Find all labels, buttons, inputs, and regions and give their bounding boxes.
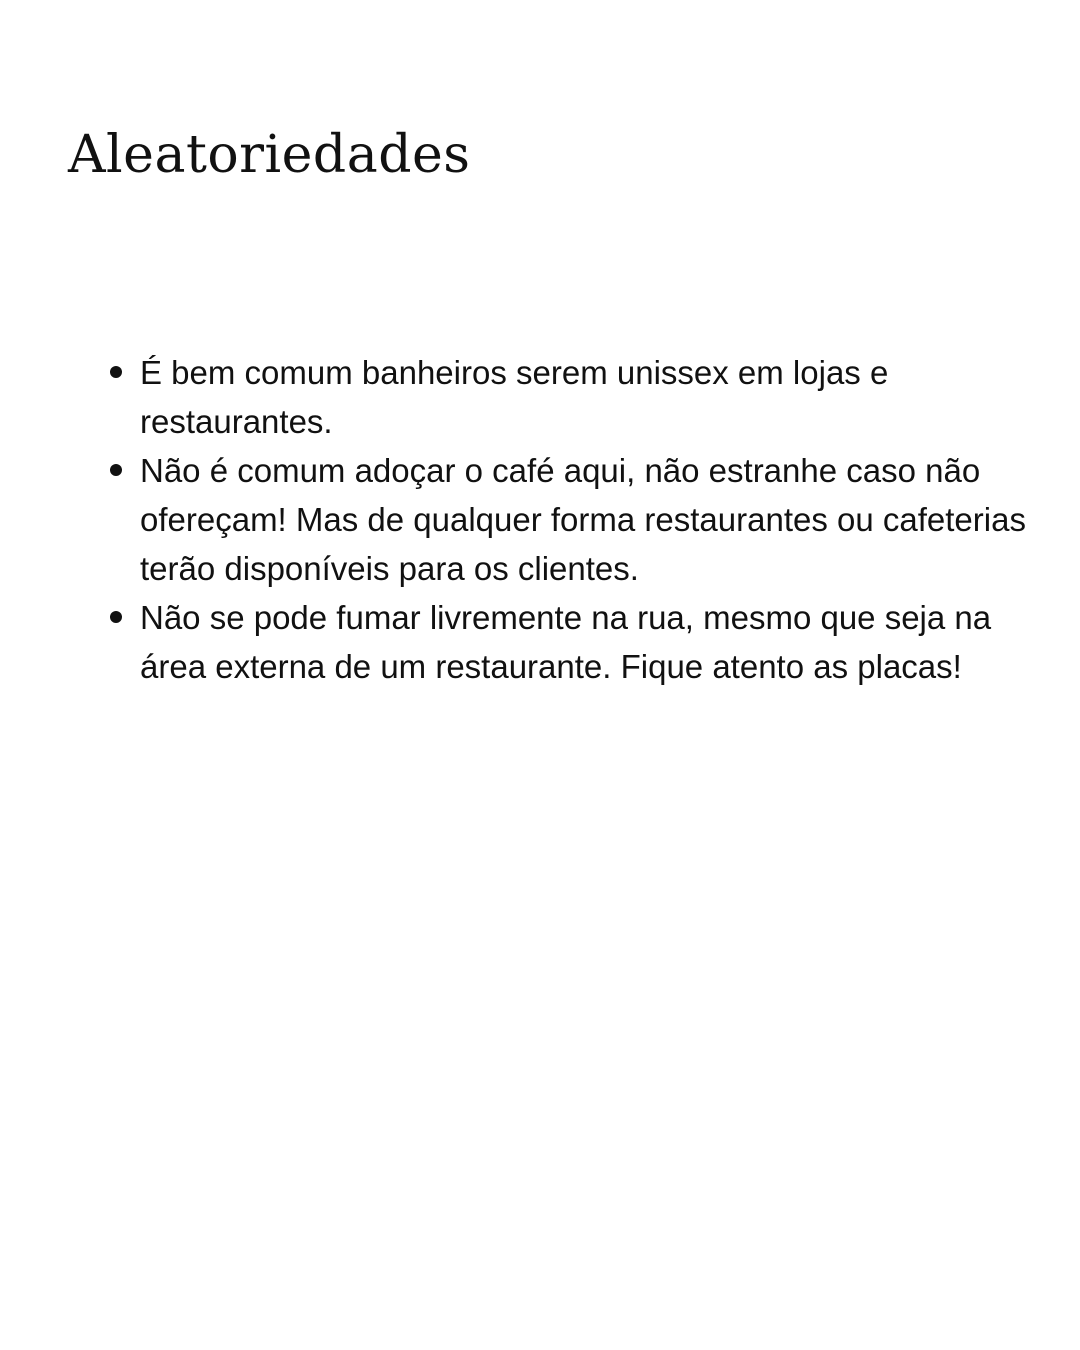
list-item-text: Não se pode fumar livremente na rua, mesmo que seja na área externa de um restaurante. Fique atento as placas! xyxy=(140,599,992,685)
list-item xyxy=(140,446,1050,593)
list-item-text: É bem comum banheiros serem unissex em lojas e restaurantes. xyxy=(140,354,889,440)
list-item xyxy=(140,348,1050,446)
page-title: Aleatoriedades xyxy=(68,125,471,185)
list-item-text: Não é comum adoçar o café aqui, não estranhe caso não ofereçam! Mas de qualquer forma restaurantes ou cafeterias terão disponíveis para os clientes. xyxy=(140,452,1026,587)
bullet-icon xyxy=(110,464,122,476)
bullet-icon xyxy=(110,611,122,623)
bullet-icon xyxy=(110,366,122,378)
list-item xyxy=(140,593,1050,691)
tips-list xyxy=(140,348,1050,691)
